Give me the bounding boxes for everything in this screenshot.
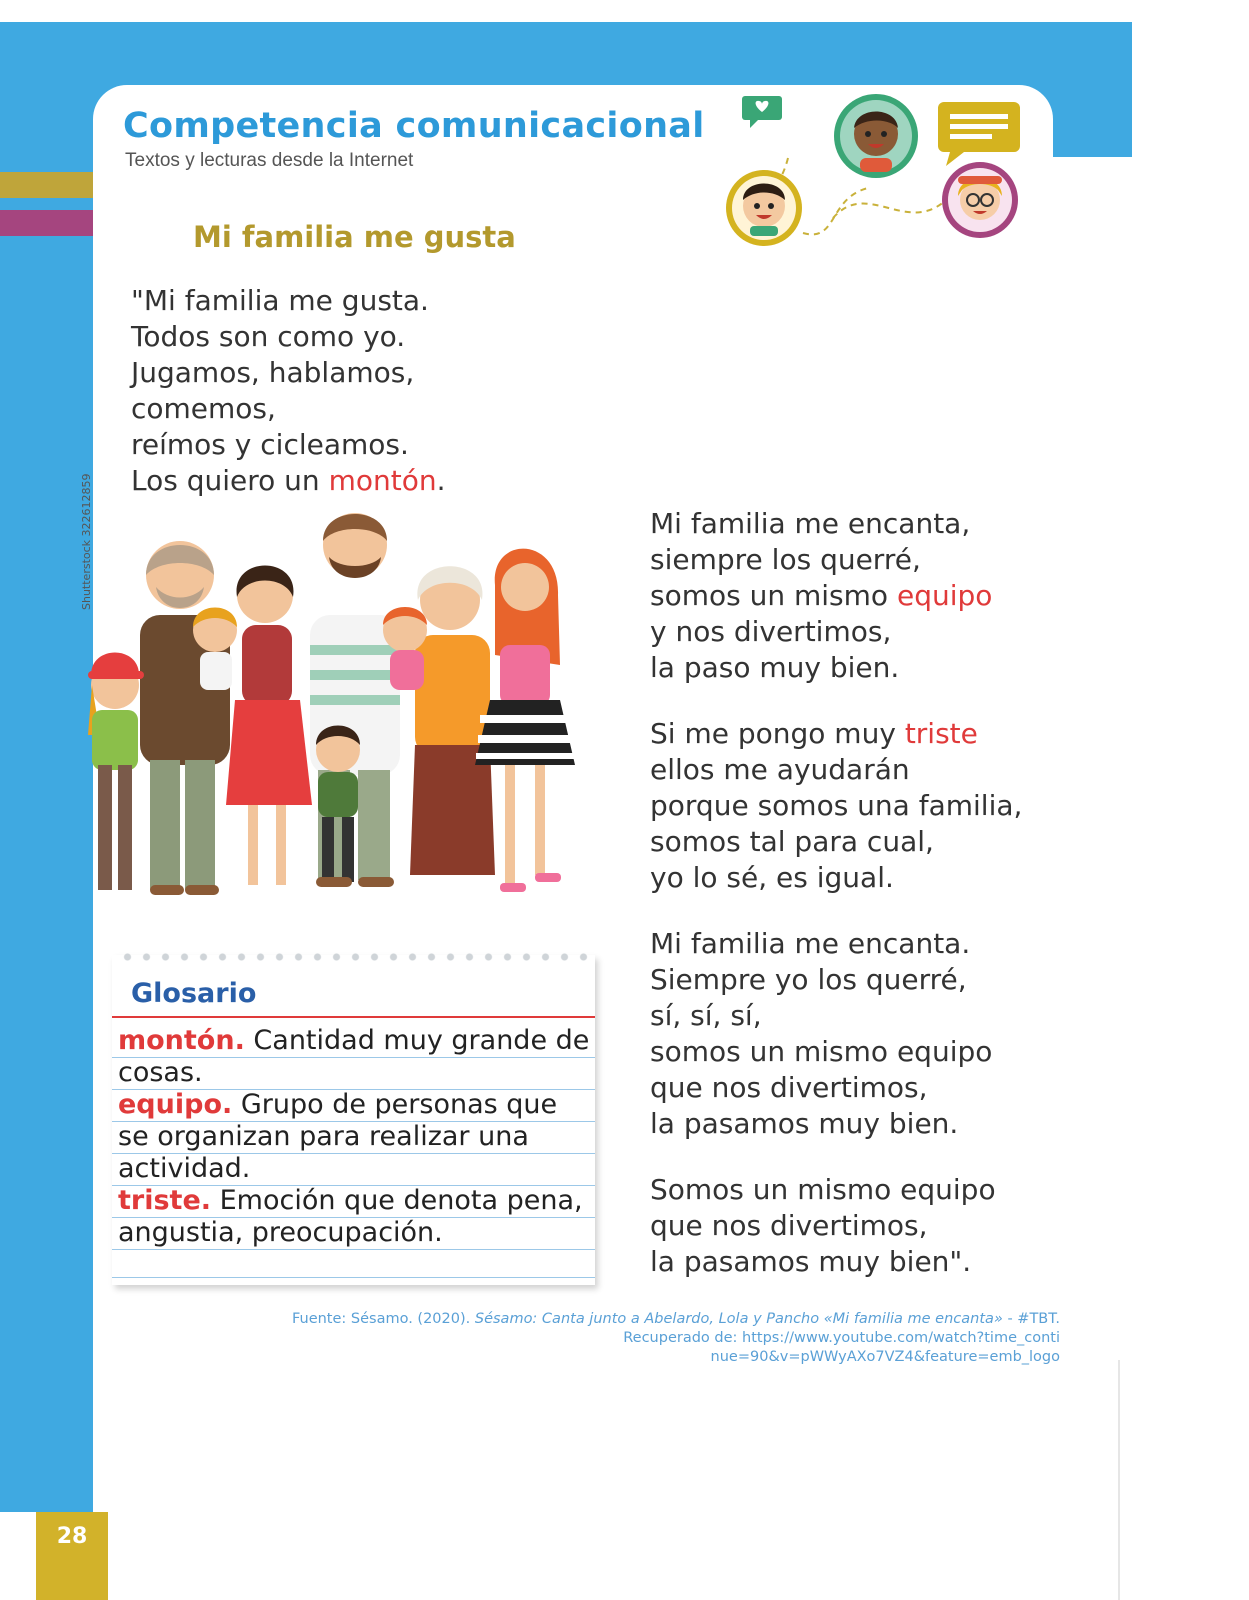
poem-title: Mi familia me gusta (193, 220, 516, 254)
verse-line: siempre los querré, (650, 543, 921, 576)
verse-line: Mi familia me encanta. (650, 927, 971, 960)
source-line-2: Recuperado de: https://www.youtube.com/watch?time_conti (623, 1330, 1060, 1346)
stanza-3 (650, 716, 1022, 896)
source-suffix: - #TBT. (1002, 1311, 1060, 1327)
source-prefix: Fuente: Sésamo. (2020). (291, 1311, 475, 1327)
verse-line: la pasamos muy bien". (650, 1245, 972, 1278)
highlighted-word: equipo (896, 579, 993, 612)
page-edge-line (1118, 1360, 1120, 1600)
notebook-rule (112, 1249, 595, 1250)
verse-line (650, 578, 992, 614)
verse-line: que nos divertimos, (650, 1209, 928, 1242)
purple-tab-strip (0, 210, 93, 236)
source-line-3: nue=90&v=pWWyAXo7VZ4&feature=emb_logo (710, 1349, 1060, 1365)
notebook-rule (112, 1277, 595, 1278)
verse-text: . (436, 464, 446, 497)
verse-text: somos un mismo (650, 579, 897, 612)
verse-line (650, 716, 1022, 752)
girl-avatar-icon (942, 162, 1018, 238)
glossary-definition: Cantidad muy grande de cosas. (118, 1025, 590, 1088)
grandpa-figure (140, 541, 230, 890)
verse-line: "Mi familia me gusta. (131, 284, 429, 317)
family-illustration (80, 505, 600, 925)
verse-text: Los quiero un (131, 464, 329, 497)
section-subtitle: Textos y lecturas desde la Internet (125, 150, 414, 171)
verse-line: Siempre yo los querré, (650, 963, 967, 996)
stanza-2 (650, 506, 992, 686)
highlighted-word: montón (328, 464, 437, 497)
source-line-1 (200, 1310, 1060, 1329)
glossary-entry (118, 1185, 593, 1249)
verse-line: Somos un mismo equipo (650, 1173, 996, 1206)
glossary-title: Glosario (131, 978, 257, 1009)
verse-line: yo lo sé, es igual. (650, 861, 894, 894)
verse-line: somos un mismo equipo (650, 1035, 993, 1068)
glossary-entry (118, 1025, 593, 1089)
header-decoration (718, 88, 1048, 248)
verse-line: comemos, (131, 392, 276, 425)
page-number-text: 28 (56, 1524, 88, 1549)
verse-line: la paso muy bien. (650, 651, 900, 684)
glossary-definition: Emoción que denota pena, angustia, preocupación. (118, 1185, 583, 1248)
notebook-rings (118, 950, 588, 964)
verse-line: y nos divertimos, (650, 615, 892, 648)
glossary-term: equipo. (118, 1089, 233, 1120)
verse-line: sí, sí, sí, (650, 999, 762, 1032)
verse-text: Si me pongo muy (650, 717, 905, 750)
source-citation (200, 1310, 1060, 1367)
verse-line: que nos divertimos, (650, 1071, 928, 1104)
verse-line (131, 463, 446, 499)
verse-line: la pasamos muy bien. (650, 1107, 959, 1140)
page-number (36, 1512, 108, 1600)
girl-with-cap-figure (88, 653, 144, 891)
glossary-entry (118, 1089, 593, 1185)
source-title: Sésamo: Canta junto a Abelardo, Lola y Pancho «Mi familia me encanta» (474, 1311, 1003, 1327)
kid-avatar-icon (834, 94, 918, 178)
section-title: Competencia comunicacional (123, 106, 705, 146)
glossary-term: montón. (118, 1025, 245, 1056)
speech-bubble-icon (938, 102, 1020, 166)
glossary-term: triste. (118, 1185, 212, 1216)
glossary-definition: Grupo de personas que se organizan para realizar una actividad. (118, 1089, 558, 1184)
verse-line: Mi familia me encanta, (650, 507, 971, 540)
highlighted-word: triste (904, 717, 978, 750)
photo-credit: Shutterstock 322612859 (80, 473, 93, 610)
boy-avatar-icon (726, 170, 802, 246)
verse-line: somos tal para cual, (650, 825, 934, 858)
verse-line: reímos y cicleamos. (131, 428, 409, 461)
verse-line: Jugamos, hablamos, (131, 356, 415, 389)
verse-line: porque somos una familia, (650, 789, 1023, 822)
glossary-entries (118, 1025, 593, 1249)
mom-figure (226, 566, 312, 886)
verse-line: Todos son como yo. (131, 320, 406, 353)
stanza-4 (650, 926, 992, 1142)
stanza-1 (131, 283, 446, 499)
gold-tab-strip (0, 172, 93, 198)
verse-line: ellos me ayudarán (650, 753, 910, 786)
chat-heart-icon (742, 96, 782, 128)
glossary-margin-line (112, 1016, 595, 1018)
stanza-5 (650, 1172, 996, 1280)
